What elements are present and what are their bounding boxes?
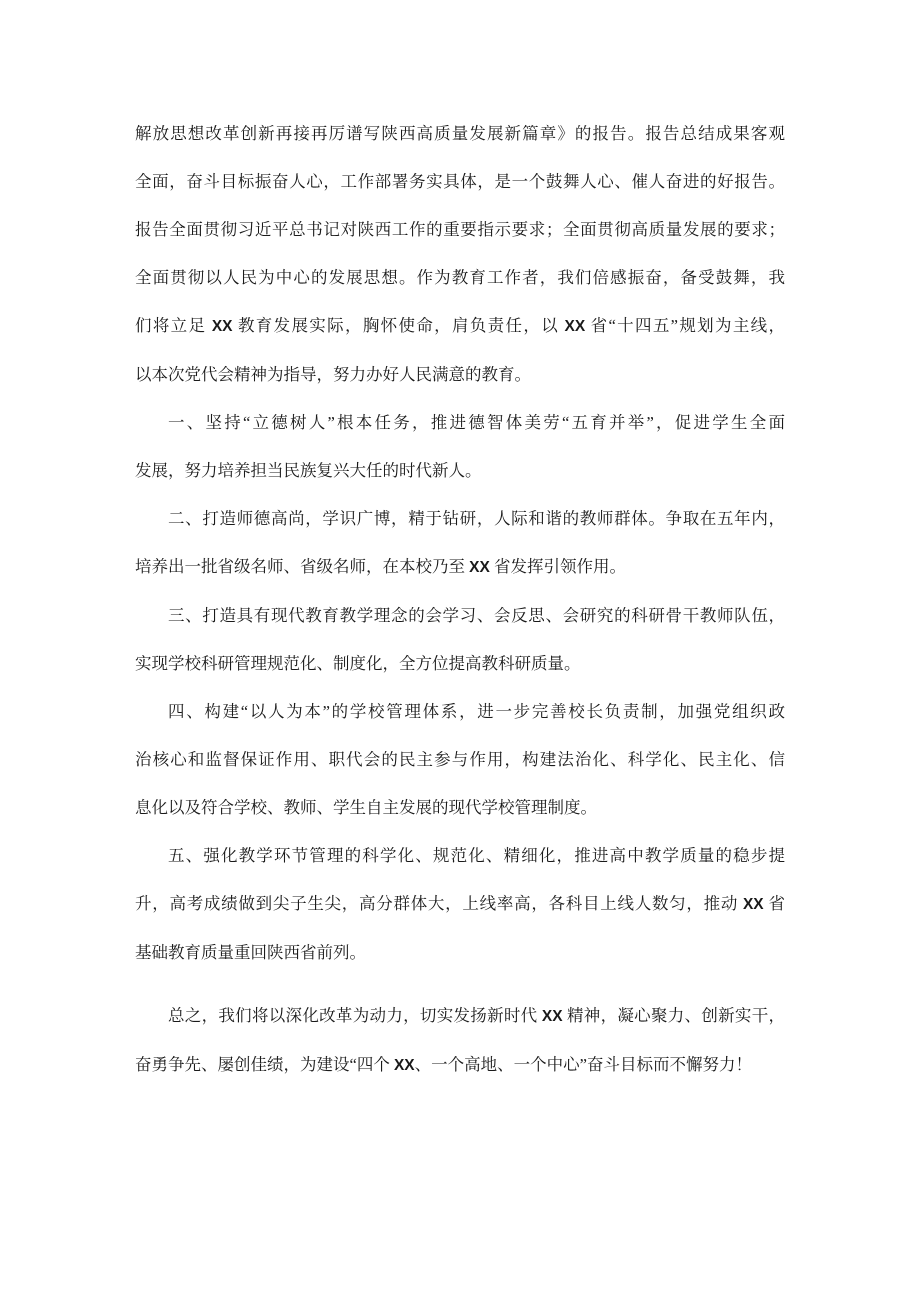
text-segment: 二、打造师德高尚，学识广博，精于钻研，人际和谐的教师群体。争取在五年内， (168, 509, 785, 528)
text-line (135, 880, 785, 929)
bold-placeholder-text: XX (211, 318, 233, 335)
text-line (135, 110, 785, 158)
text-segment: 以本次党代会精神为指导，努力办好人民满意的教育。 (135, 365, 531, 384)
paragraph (135, 495, 785, 592)
text-line (135, 254, 785, 302)
text-segment: 精神，凝心聚力、创新实干， (562, 1006, 786, 1025)
text-segment: 四、构建“以人为本”的学校管理体系，进一步完善校长负责制，加强党组织政 (168, 702, 785, 721)
text-line (135, 351, 785, 399)
text-segment: 省发挥引领作用。 (489, 557, 626, 576)
text-segment: 一、坚持“立德树人”根本任务，推进德智体美劳“五育并举”，促进学生全面 (168, 413, 785, 432)
text-line (135, 543, 785, 592)
text-segment: 升，高考成绩做到尖子生尖，高分群体大，上线率高，各科目上线人数匀，推动 (135, 894, 743, 913)
text-segment: 奋勇争先、屡创佳绩，为建设“四个 (135, 1055, 394, 1074)
bold-placeholder-text: XX (564, 318, 586, 335)
text-segment: 培养出一批省级名师、省级名师，在本校乃至 (135, 557, 470, 576)
text-segment: 们将立足 (135, 316, 212, 335)
text-segment: 省“十四五”规划为主线， (585, 316, 786, 335)
paragraph (135, 688, 785, 832)
text-segment: 全面，奋斗目标振奋人心，工作部署务实具体，是一个鼓舞人心、催人奋进的好报告。 (135, 172, 785, 191)
text-line (135, 640, 785, 688)
text-segment: 、一个高地、一个中心”奋斗目标而不懈努力！ (414, 1055, 752, 1074)
bold-placeholder-text: XX (541, 1008, 563, 1025)
text-line (135, 992, 785, 1041)
text-segment: 解放思想改革创新再接再厉谱写陕西高质量发展新篇章》的报告。报告总结成果客观 (135, 124, 785, 143)
paragraph (135, 992, 785, 1090)
text-segment: 发展，努力培养担当民族复兴大任的时代新人。 (135, 461, 482, 480)
text-segment: 教育发展实际，胸怀使命，肩负责任，以 (232, 316, 565, 335)
text-segment: 治核心和监督保证作用、职代会的民主参与作用，构建法治化、科学化、民主化、信 (135, 750, 785, 769)
text-line (135, 1041, 785, 1090)
text-line (135, 158, 785, 206)
text-line (135, 206, 785, 254)
text-line (135, 832, 785, 880)
bold-placeholder-text: XX (469, 559, 490, 576)
text-line (135, 736, 785, 784)
bold-placeholder-text: XX (742, 896, 764, 913)
text-line (135, 495, 785, 543)
text-segment: 省 (763, 894, 786, 913)
text-segment: 息化以及符合学校、教师、学生自主发展的现代学校管理制度。 (135, 798, 597, 817)
paragraph (135, 832, 785, 977)
text-segment: 全面贯彻以人民为中心的发展思想。作为教育工作者，我们倍感振奋，备受鼓舞，我 (135, 268, 785, 287)
text-line (135, 399, 785, 447)
text-segment: 实现学校科研管理规范化、制度化，全方位提高教科研质量。 (135, 654, 581, 673)
text-segment: 报告全面贯彻习近平总书记对陕西工作的重要指示要求；全面贯彻高质量发展的要求； (135, 220, 785, 239)
text-line (135, 447, 785, 495)
paragraph (135, 399, 785, 495)
text-line (135, 592, 785, 640)
document-body (135, 110, 785, 1090)
text-line (135, 929, 785, 977)
text-segment: 总之，我们将以深化改革为动力，切实发扬新时代 (168, 1006, 542, 1025)
paragraph (135, 110, 785, 399)
paragraph (135, 592, 785, 688)
text-segment: 基础教育质量重回陕西省前列。 (135, 943, 366, 962)
text-segment: 三、打造具有现代教育教学理念的会学习、会反思、会研究的科研骨干教师队伍， (168, 606, 785, 625)
text-line (135, 302, 785, 351)
text-line (135, 688, 785, 736)
text-line (135, 784, 785, 832)
bold-placeholder-text: XX (393, 1057, 415, 1074)
text-segment: 五、强化教学环节管理的科学化、规范化、精细化，推进高中教学质量的稳步提 (168, 846, 785, 865)
